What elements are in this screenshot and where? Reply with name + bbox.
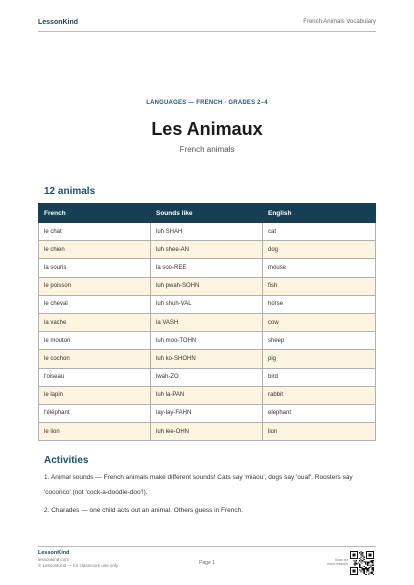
footer-copyright: © LessonKind — for classroom use only	[38, 563, 119, 568]
activity-item: 2. Charades — one child acts out an animal. Others guess in French.	[44, 507, 244, 514]
table-row	[39, 295, 376, 313]
cell-sounds-like: lay-lay-FAHN	[151, 404, 263, 422]
cell-english: cow	[263, 313, 376, 331]
column-header-english: English	[263, 204, 376, 223]
table-row	[39, 423, 376, 441]
cell-french: l'oiseau	[39, 368, 151, 386]
cell-french: le mouton	[39, 332, 151, 350]
scan-caption-line: Scan for	[334, 558, 348, 562]
footer-divider	[38, 546, 376, 547]
scan-caption-line: more lessons	[327, 562, 348, 566]
page-title: Les Animaux	[151, 119, 263, 139]
subject-eyebrow: LANGUAGES — FRENCH · GRADES 2–4	[146, 100, 268, 106]
cell-english: bird	[263, 368, 376, 386]
cell-french: le lapin	[39, 386, 151, 404]
vocabulary-table	[38, 203, 376, 441]
table-row	[39, 368, 376, 386]
qr-code-icon[interactable]	[350, 551, 374, 575]
table-header-row	[39, 204, 376, 223]
cell-french: la souris	[39, 259, 151, 277]
cell-english: elephant	[263, 404, 376, 422]
footer-brand: LessonKind	[38, 550, 70, 556]
cell-english: lion	[263, 423, 376, 441]
brand-logo-text[interactable]: LessonKind	[38, 18, 79, 26]
cell-french: le chien	[39, 241, 151, 259]
column-header-french: French	[39, 204, 151, 223]
cell-english: mouse	[263, 259, 376, 277]
cell-french: l'éléphant	[39, 404, 151, 422]
cell-english: horse	[263, 295, 376, 313]
cell-sounds-like: luh shee-AN	[151, 241, 263, 259]
cell-french: le cochon	[39, 350, 151, 368]
table-row	[39, 277, 376, 295]
scan-caption	[322, 558, 348, 566]
activity-item: 1. Animal sounds — French animals make different sounds! Cats say 'miaou', dogs say 'ouaf'. Roosters say 'cocorico' (not 'cock-a-doodle-doo'!).	[44, 474, 353, 496]
cell-sounds-like: luh moo-TOHN	[151, 332, 263, 350]
cell-sounds-like: luh SHAH	[151, 223, 263, 241]
cell-french: le cheval	[39, 295, 151, 313]
table-row	[39, 386, 376, 404]
cell-french: le lion	[39, 423, 151, 441]
cell-sounds-like: luh la-PAN	[151, 386, 263, 404]
cell-french: le chat	[39, 223, 151, 241]
cell-english: pig	[263, 350, 376, 368]
cell-french: le poisson	[39, 277, 151, 295]
cell-sounds-like: lwah-ZO	[151, 368, 263, 386]
header-document-title: French Animals Vocabulary	[303, 19, 376, 25]
cell-english: dog	[263, 241, 376, 259]
table-row	[39, 259, 376, 277]
cell-sounds-like: luh lee-OHN	[151, 423, 263, 441]
page-subtitle: French animals	[179, 145, 235, 154]
column-header-sounds-like: Sounds like	[151, 204, 263, 223]
cell-english: cat	[263, 223, 376, 241]
table-row	[39, 404, 376, 422]
cell-sounds-like: luh pwah-SOHN	[151, 277, 263, 295]
table-row	[39, 332, 376, 350]
cell-sounds-like: la VASH	[151, 313, 263, 331]
cell-french: la vache	[39, 313, 151, 331]
table-row	[39, 313, 376, 331]
table-row	[39, 350, 376, 368]
activities-heading: Activities	[44, 455, 89, 466]
vocabulary-heading: 12 animals	[44, 186, 96, 197]
footer-site-link[interactable]: lessonkind.com	[38, 557, 70, 562]
cell-english: fish	[263, 277, 376, 295]
table-row	[39, 241, 376, 259]
page-header	[38, 14, 376, 30]
table-row	[39, 223, 376, 241]
cell-english: rabbit	[263, 386, 376, 404]
cell-sounds-like: la soo-REE	[151, 259, 263, 277]
header-divider	[38, 31, 376, 32]
cell-english: sheep	[263, 332, 376, 350]
page-number: Page 1	[199, 560, 215, 566]
cell-sounds-like: luh ko-SHOHN	[151, 350, 263, 368]
cell-sounds-like: luh shuh-VAL	[151, 295, 263, 313]
